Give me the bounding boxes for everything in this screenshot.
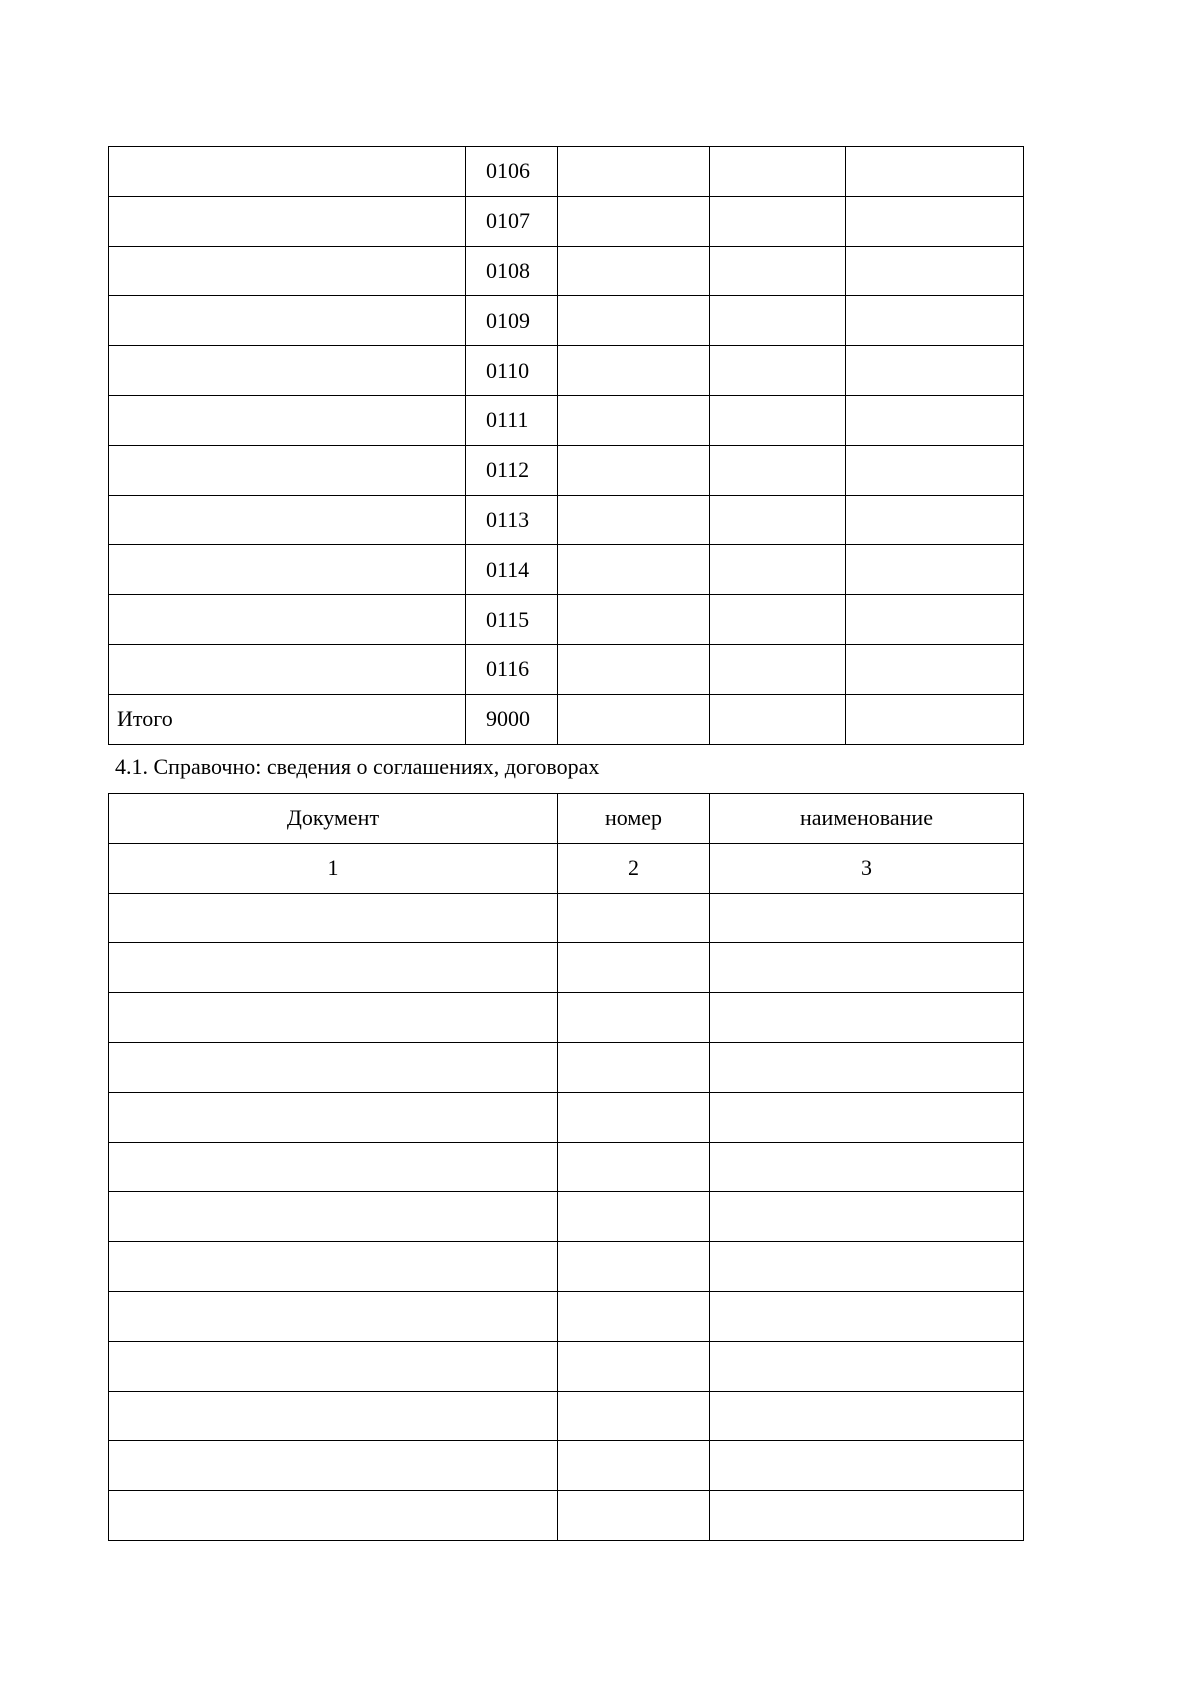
empty-cell (558, 545, 710, 595)
header-number: номер (558, 794, 710, 844)
empty-cell (558, 1391, 710, 1441)
empty-cell (558, 993, 710, 1043)
empty-cell (109, 943, 558, 993)
header-document: Документ (109, 794, 558, 844)
empty-cell (710, 346, 846, 396)
column-number: 1 (109, 843, 558, 893)
table-row (109, 1092, 1024, 1142)
empty-cell (558, 1341, 710, 1391)
empty-cell (710, 296, 846, 346)
row-label (109, 595, 466, 645)
empty-cell (710, 595, 846, 645)
table-row (109, 1142, 1024, 1192)
empty-cell (710, 545, 846, 595)
table-row (109, 993, 1024, 1043)
empty-cell (846, 246, 1024, 296)
empty-cell (109, 1042, 558, 1092)
empty-cell (558, 395, 710, 445)
empty-cell (710, 246, 846, 296)
table-row (109, 495, 1024, 545)
table-row (109, 296, 1024, 346)
empty-cell (109, 1142, 558, 1192)
empty-cell (710, 395, 846, 445)
empty-cell (109, 1192, 558, 1242)
empty-cell (558, 246, 710, 296)
codes-table (108, 146, 1024, 745)
empty-cell (558, 346, 710, 396)
empty-cell (109, 1242, 558, 1292)
empty-cell (109, 993, 558, 1043)
row-label (109, 395, 466, 445)
row-code: 0108 (466, 246, 558, 296)
row-code: 0112 (466, 445, 558, 495)
row-code: 0111 (466, 395, 558, 445)
row-label (109, 346, 466, 396)
table-row (109, 1491, 1024, 1541)
empty-cell (558, 1142, 710, 1192)
empty-cell (558, 595, 710, 645)
empty-cell (710, 694, 846, 744)
empty-cell (710, 1391, 1024, 1441)
row-label (109, 246, 466, 296)
table-row (109, 445, 1024, 495)
empty-cell (846, 296, 1024, 346)
header-name: наименование (710, 794, 1024, 844)
empty-cell (846, 545, 1024, 595)
empty-cell (558, 694, 710, 744)
row-label (109, 296, 466, 346)
row-code: 0109 (466, 296, 558, 346)
row-label (109, 196, 466, 246)
empty-cell (558, 1192, 710, 1242)
empty-cell (710, 495, 846, 545)
row-code: 0106 (466, 147, 558, 197)
header-row (109, 794, 1024, 844)
empty-cell (109, 1391, 558, 1441)
table-row (109, 545, 1024, 595)
empty-cell (558, 893, 710, 943)
empty-cell (710, 1192, 1024, 1242)
empty-cell (846, 644, 1024, 694)
empty-cell (846, 445, 1024, 495)
row-code: 0116 (466, 644, 558, 694)
empty-cell (558, 943, 710, 993)
row-code: 9000 (466, 694, 558, 744)
empty-cell (846, 346, 1024, 396)
empty-cell (710, 196, 846, 246)
empty-cell (846, 694, 1024, 744)
row-code: 0107 (466, 196, 558, 246)
empty-cell (558, 1441, 710, 1491)
empty-cell (109, 1291, 558, 1341)
empty-cell (710, 1142, 1024, 1192)
row-code: 0114 (466, 545, 558, 595)
table-row (109, 1242, 1024, 1292)
table-row (109, 1391, 1024, 1441)
table-row (109, 196, 1024, 246)
table-row (109, 595, 1024, 645)
table-row (109, 943, 1024, 993)
table-row (109, 395, 1024, 445)
empty-cell (558, 1291, 710, 1341)
empty-cell (710, 1341, 1024, 1391)
empty-cell (558, 296, 710, 346)
empty-cell (710, 1441, 1024, 1491)
row-label (109, 644, 466, 694)
empty-cell (846, 495, 1024, 545)
empty-cell (109, 1441, 558, 1491)
empty-cell (710, 445, 846, 495)
row-label: Итого (109, 694, 466, 744)
column-numbers-row (109, 843, 1024, 893)
row-code: 0115 (466, 595, 558, 645)
empty-cell (710, 644, 846, 694)
row-label (109, 147, 466, 197)
table-row (109, 1042, 1024, 1092)
empty-cell (710, 893, 1024, 943)
table-row (109, 1192, 1024, 1242)
empty-cell (710, 1092, 1024, 1142)
row-label (109, 545, 466, 595)
empty-cell (109, 1092, 558, 1142)
table-row (109, 694, 1024, 744)
column-number: 3 (710, 843, 1024, 893)
table-row (109, 1341, 1024, 1391)
empty-cell (109, 893, 558, 943)
row-label (109, 445, 466, 495)
agreements-table (108, 793, 1024, 1541)
empty-cell (710, 943, 1024, 993)
table-row (109, 346, 1024, 396)
row-code: 0110 (466, 346, 558, 396)
table-row (109, 893, 1024, 943)
table-row (109, 147, 1024, 197)
empty-cell (846, 196, 1024, 246)
empty-cell (558, 196, 710, 246)
empty-cell (846, 395, 1024, 445)
empty-cell (846, 147, 1024, 197)
empty-cell (558, 1242, 710, 1292)
empty-cell (558, 495, 710, 545)
empty-cell (558, 1491, 710, 1541)
empty-cell (558, 1092, 710, 1142)
table-row (109, 1441, 1024, 1491)
empty-cell (710, 1291, 1024, 1341)
section-caption: 4.1. Справочно: сведения о соглашениях, договорах (115, 754, 600, 779)
table-row (109, 246, 1024, 296)
empty-cell (710, 1042, 1024, 1092)
table-row (109, 1291, 1024, 1341)
empty-cell (710, 147, 846, 197)
row-code: 0113 (466, 495, 558, 545)
empty-cell (558, 445, 710, 495)
empty-cell (710, 1242, 1024, 1292)
column-number: 2 (558, 843, 710, 893)
row-label (109, 495, 466, 545)
empty-cell (710, 993, 1024, 1043)
table-row (109, 644, 1024, 694)
empty-cell (109, 1341, 558, 1391)
empty-cell (710, 1491, 1024, 1541)
empty-cell (846, 595, 1024, 645)
empty-cell (109, 1491, 558, 1541)
empty-cell (558, 644, 710, 694)
empty-cell (558, 1042, 710, 1092)
empty-cell (558, 147, 710, 197)
